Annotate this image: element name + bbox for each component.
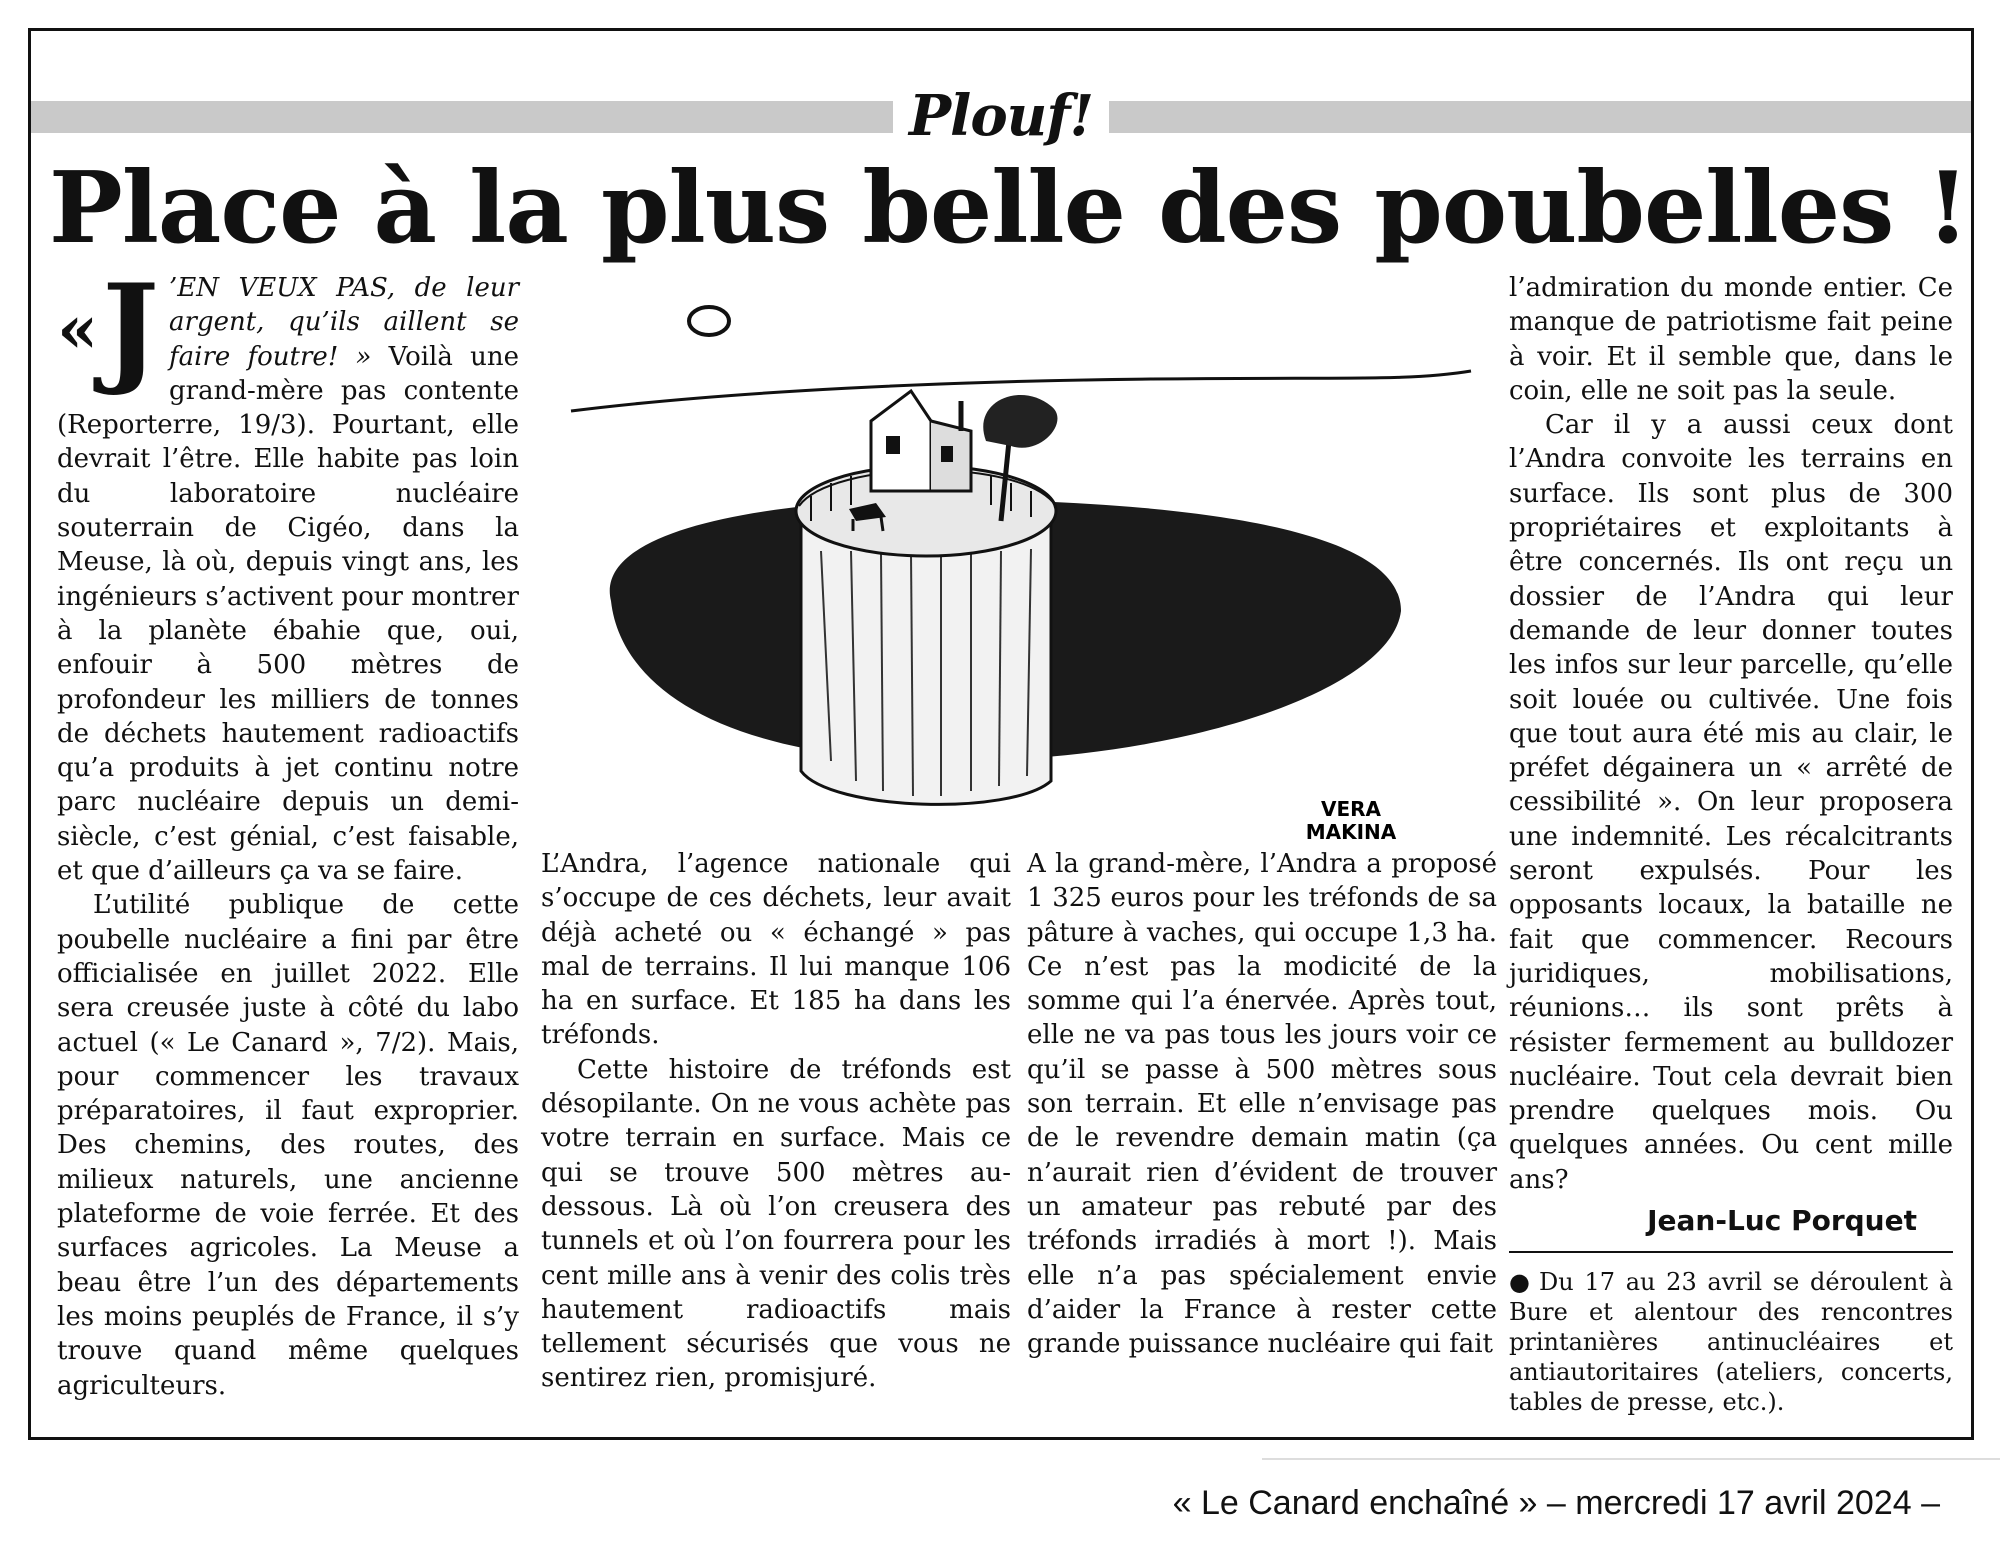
drop-cap-letter: J: [102, 258, 160, 399]
bullet-icon: ●: [1509, 1268, 1534, 1297]
opening-quote: «: [57, 290, 99, 368]
rubric-bar-left: [31, 101, 893, 133]
artist-signature-line2: MAKINA: [1305, 820, 1397, 844]
house: [871, 391, 971, 491]
event-note: [1509, 1251, 1953, 1417]
author-signature: Jean-Luc Porquet: [1647, 1204, 1917, 1238]
column-2: [541, 847, 1011, 1396]
note-text: Du 17 au 23 avril se déroulent à Bure et alentour des rencontres printanières antinucléaires et antiautoritaires (ateliers, concerts, tables de presse, etc.).: [1509, 1268, 1953, 1417]
paragraph: Cette histoire de tréfonds est désopilante. On ne vous achète pas votre terrain en surface. Mais ce qui se trouve 500 mètres au-dessous. Là où l’on creusera des tunnels et où l’on fourrera pour les cent mille ans à venir des colis très hautement radioactifs mais tellement sécurisés que vous ne sentirez rien, promisjuré.: [541, 1054, 1011, 1394]
cartoon-illustration: [531, 291, 1499, 851]
article-frame: [28, 28, 1974, 1440]
artist-signature-line1: VERA: [1320, 797, 1382, 821]
column-1: [57, 258, 519, 1403]
sun-icon: [689, 307, 729, 335]
paragraph: L’utilité publique de cette poubelle nucléaire a fini par être officialisée en juillet 2022. Elle sera creusée juste à côté du labo actuel (« Le Canard », 7/2). Mais, pour commencer les travaux préparatoires, il faut exproprier. Des chemins, des routes, des milieux naturels, une ancienne plateforme de voie ferrée. Et des surfaces agricoles. La Meuse a beau être l’un des départements les moins peuplés de France, il s’y trouve quand même quelques agriculteurs.: [57, 890, 519, 1401]
paragraph: A la grand-mère, l’Andra a proposé 1 325 euros pour les tréfonds de sa pâture à vaches, qui occupe 1,3 ha. Ce n’est pas la modicité de la somme qui l’a énervée. Après tout, elle ne va pas tous les jours voir ce qu’il se passe à 500 mètres sous son terrain. Et elle n’envisage pas de le revendre demain matin (ça n’aurait rien d’évident de trouver un amateur pas rebuté par des tréfonds irradiés à mort !). Mais elle n’a pas spécialement envie d’aider la France à rester cette grande puissance nucléaire qui fait: [1027, 849, 1497, 1360]
footer-rule: [1262, 1458, 2000, 1460]
publication-footer: « Le Canard enchaîné » – mercredi 17 avril 2024 –: [1172, 1484, 1940, 1522]
column-4: [1509, 271, 1953, 1417]
paragraph: L’Andra, l’agence nationale qui s’occupe de ces déchets, leur avait déjà acheté ou « échangé » pas mal de terrains. Il lui manque 106 ha en surface. Et 185 ha dans les tréfonds.: [541, 849, 1011, 1051]
lead-text: Voilà une grand-mère pas contente (Reporterre, 19/3). Pourtant, elle devrait l’être. Elle habite pas loin du laboratoire nucléaire souterrain de Cigéo, dans la Meuse, là où, depuis vingt ans, les ingénieurs s’activent pour montrer à la planète ébahie que, oui, enfouir à 500 mètres de profondeur les milliers de tonnes de déchets hautement radioactifs qu’a produits à jet continu notre parc nucléaire depuis un demi-siècle, c’est génial, c’est faisable, et que d’ailleurs ça va se faire.: [57, 341, 519, 887]
drop-cap: [57, 258, 160, 399]
rubric-label: Plouf!: [908, 83, 1094, 149]
rubric-bar-right: [1109, 101, 1971, 133]
lead-quote: ’EN VEUX PAS, de leur argent, qu’ils aillent se faire foutre! »: [169, 273, 519, 372]
paragraph: Car il y a aussi ceux dont l’Andra convoite les terrains en surface. Ils sont plus de 300 propriétaires et exploitants à être concernés. Ils ont reçu un dossier de l’Andra qui leur demande de leur donner toutes les infos sur leur parcelle, qu’elle soit louée ou cultivée. Une fois que tout aura été mis au clair, le préfet dégainera un « arrêté de cessibilité ». On leur proposera une indemnité. Les récalcitrants seront expulsés. Pour les opposants locaux, la bataille ne fait que commencer. Recours juridiques, mobilisations, réunions… ils sont prêts à résister fermement au bulldozer nucléaire. Tout cela devrait bien prendre quelques mois. Ou quelques années. Ou cent mille ans?: [1509, 410, 1953, 1195]
lead-paragraph: [57, 258, 519, 888]
headline: Place à la plus belle des poubelles !: [49, 151, 1969, 266]
paragraph: l’admiration du monde entier. Ce manque de patriotisme fait peine à voir. Et il semble que, dans le coin, elle ne soit pas la seule.: [1509, 273, 1953, 406]
column-3: [1027, 847, 1497, 1361]
